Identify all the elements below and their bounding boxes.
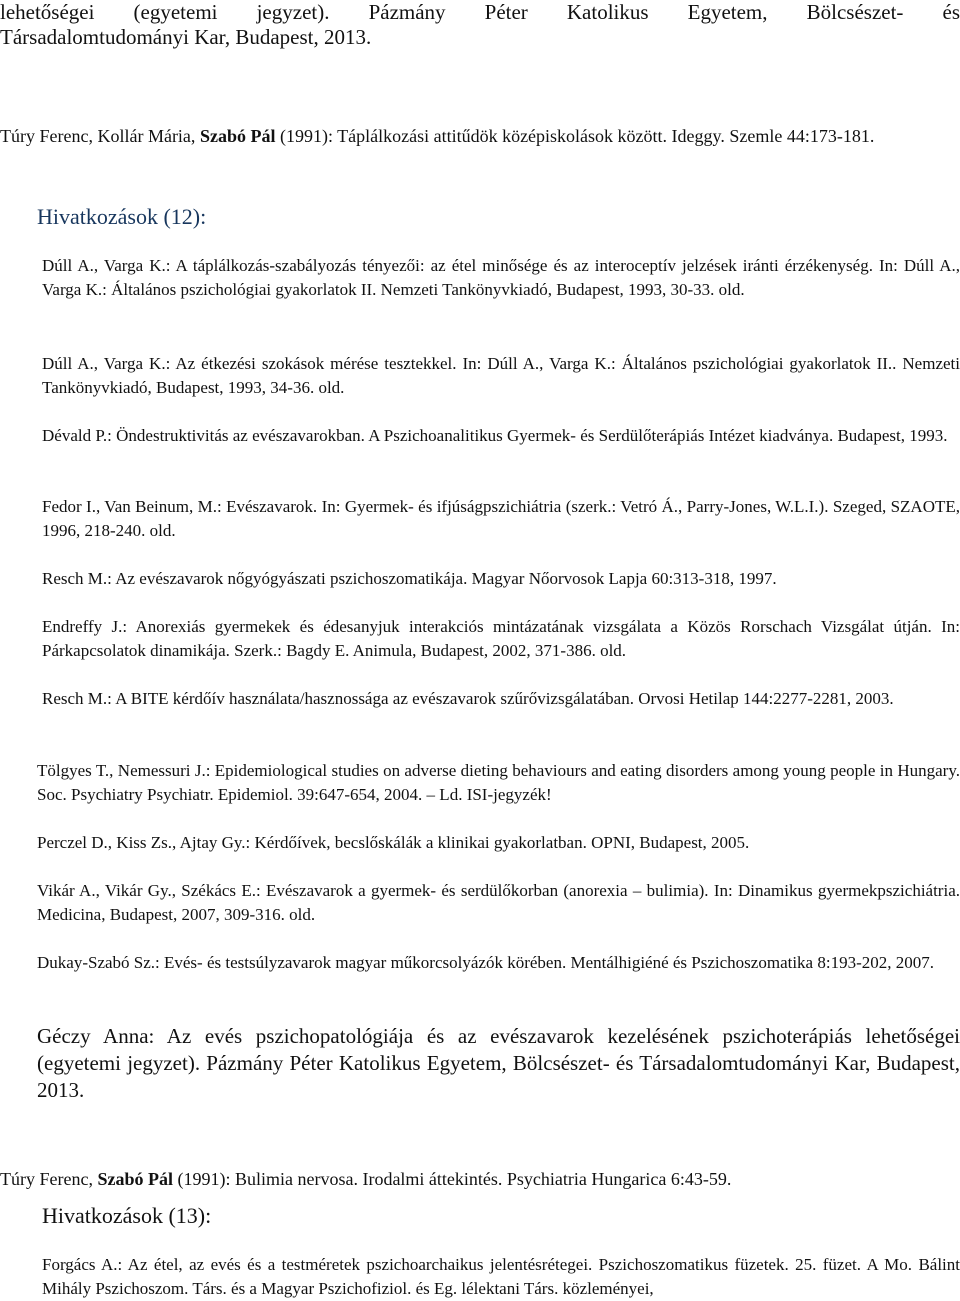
section-heading-12: Hivatkozások (12): (37, 204, 207, 229)
reference-author-bold: Szabó Pál (97, 1169, 173, 1189)
reference-geczy: Géczy Anna: Az evés pszichopatológiája és az evészavarok kezelésének pszichoterápiás lehetőségei (egyetemi jegyzet). Pázmány Péter Katolikus Egyetem, Bölcsészet- és Társadalomtudományi Kar, Budapest, 2013. (37, 1024, 960, 1102)
reference-line: Társadalomtudományi Kar, Budapest, 2013. (0, 25, 372, 49)
reference-author-bold: Szabó Pál (199, 126, 276, 146)
reference-devald: Dévald P.: Öndestruktivitás az evészavarokban. A Pszichoanalitikus Gyermek- és Serdülőterápiás Intézet kiadványa. Budapest, 1993. (42, 426, 948, 445)
reference-perczel: Perczel D., Kiss Zs., Ajtay Gy.: Kérdőívek, becslőskálák a klinikai gyakorlatban. OPNI, Budapest, 2005. (37, 833, 750, 852)
reference-tolgyes: Tölgyes T., Nemessuri J.: Epidemiological studies on adverse dieting behaviours and eating disorders among young people in Hungary. Soc. Psychiatry Psychiatr. Epidemiol. 39:647-654, 2004. – Ld. ISI-jegyzék! (37, 761, 960, 804)
reference-authors: Túry Ferenc, Kollár Mária, (0, 126, 200, 146)
reference-endreffy: Endreffy J.: Anorexiás gyermekek és édesanyjuk interakciós mintázatának vizsgálata a Közös Rorschach Vizsgálat útján. In: Párkapcsolatok dinamikája. Szerk.: Bagdy E. Animula, Budapest, 2002, 371-386. old. (42, 617, 960, 660)
section-heading-13: Hivatkozások (13): (42, 1203, 212, 1228)
reference-text: (1991): Bulimia nervosa. Irodalmi áttekintés. Psychiatria Hungarica 6:43-59. (172, 1169, 732, 1189)
reference-resch-2: Resch M.: A BITE kérdőív használata/hasznossága az evészavarok szűrővizsgálatában. Orvosi Hetilap 144:2277-2281, 2003. (42, 689, 894, 708)
reference-dull-2: Dúll A., Varga K.: Az étkezési szokások mérése tesztekkel. In: Dúll A., Varga K.: Általános pszichológiai gyakorlatok II.. Nemzeti Tankönyvkiadó, Budapest, 1993, 34-36. old. (42, 354, 960, 397)
reference-fedor: Fedor I., Van Beinum, M.: Evészavarok. In: Gyermek- és ifjúságpszichiátria (szerk.: Vetró Á., Parry-Jones, W.L.I.). Szeged, SZAOTE, 1996, 218-240. old. (42, 497, 960, 540)
reference-line: lehetőségei (egyetemi jegyzet). Pázmány Péter Katolikus Egyetem, Bölcsészet- és (0, 0, 960, 24)
reference-vikar: Vikár A., Vikár Gy., Székács E.: Evészavarok a gyermek- és serdülőkorban (anorexia – bulimia). In: Dinamikus gyermekpszichiátria. Medicina, Budapest, 2007, 309-316. old. (37, 881, 960, 924)
reference-authors: Túry Ferenc, (0, 1169, 98, 1189)
reference-geczy-continued (0, 0, 960, 50)
reference-resch-1: Resch M.: Az evészavarok nőgyógyászati pszichoszomatikája. Magyar Nőorvosok Lapja 60:313-318, 1997. (42, 569, 777, 588)
reference-forgacs: Forgács A.: Az étel, az evés és a testméretek pszichoarchaikus jelentésrétegei. Pszichoszomatikus füzetek. 25. füzet. A Mo. Bálint Mihály Pszichoszom. Társ. és a Magyar Pszichofiziol. és Eg. lélektani Társ. közleményei, (42, 1255, 960, 1298)
reference-tury-1991 (0, 124, 930, 149)
reference-dukay: Dukay-Szabó Sz.: Evés- és testsúlyzavarok magyar műkorcsolyázók körében. Mentálhigiéné és Pszichoszomatika 8:193-202, 2007. (37, 953, 934, 972)
reference-tury-bulimia (0, 1167, 960, 1191)
reference-dull-1: Dúll A., Varga K.: A táplálkozás-szabályozás tényezői: az étel minősége és az interoceptív jelzések iránti érzékenység. In: Dúll A., Varga K.: Általános pszichológiai gyakorlatok II. Nemzeti Tankönyvkiadó, Budapest, 1993, 30-33. old. (42, 256, 960, 299)
reference-text: (1991): Táplálkozási attitűdök középiskolások között. Ideggy. Szemle 44:173-181. (275, 126, 875, 146)
